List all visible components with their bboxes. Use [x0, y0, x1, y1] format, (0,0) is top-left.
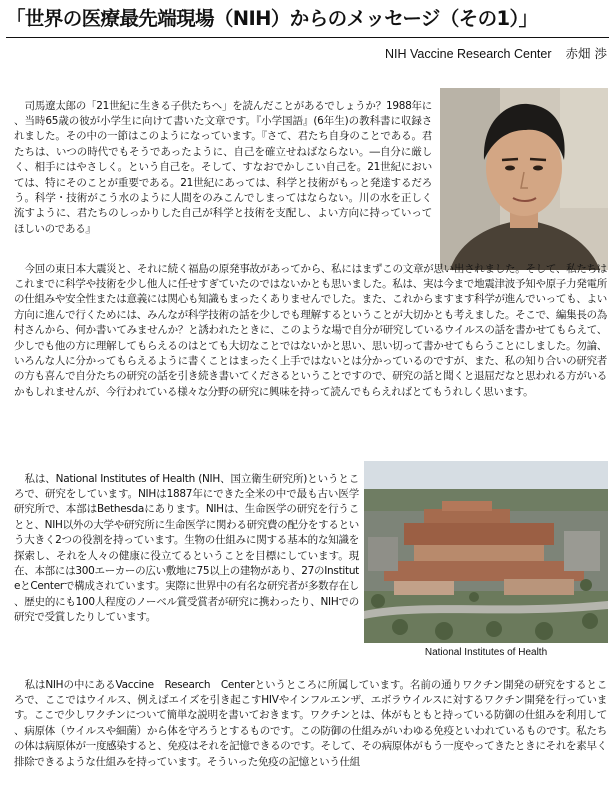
paragraph-about-nih: 私は、National Institutes of Health (NIH、国立衛生研究所)というところで、研究をしています。NIHは1887年にできた全米の中で最も古い医学研究所で、本部はBethesdaにあります。NIHは、生命医学の研究を行うことと、NIH以外の大学や研究所に生命医学に関わる研究費の配分をするという大きく2つの役割を持っています。生物の仕組みに関する基本的な知識を探索し、それを人々の健康に役立てるということを目標にしています。現在、本部には300エーカーの広い敷地に75以上の建物があり、27のInstituteとCenterで構成されています。実際に世界中の有名な研究者が多数存在し、歴史的にも100人程度のノーベル賞受賞者が研究に携わったり、NIHでの研究で受賞したりしています。 [14, 472, 359, 624]
paragraph-intro-quote: 司馬遼太郎の「21世紀に生きる子供たちへ」を読んだことがあるでしょうか？1988年に、当時65歳の彼が小学生に向けて書いた文章です。『小学国語』(6年生)の教科書に収録されました。その中の一節はこのようになっています。『さて、君たち自身のことである。君たちは、いつの時代でもそうであったように、自己を確立せねばならない。―自分に厳しく、相手にはやさしく。という自己を。そして、すなおでかしこい自己を。21世紀においては、特にそのことが重要である。21世紀にあっては、科学と技術がもっと発達するだろう。科学・技術がこう水のように人間をのみこんでしまってはならない。川の水を正しく流すように、君たちのしっかりした自己が科学と技術を支配し、よい方向に持っていってほしいのである』 [14, 99, 432, 235]
byline [385, 44, 607, 62]
page-title: 「世界の医療最先端現場（NIH）からのメッセージ（その1）」 [6, 7, 538, 30]
paragraph-motivation: 今回の東日本大震災と、それに続く福島の原発事故があってから、私にはまずこの文章が思い出されました。そして、私たちはこれまでに科学や技術を少し他人に任せすぎていたのではないかとも思いました。私は、実は今まで地震津波予知や原子力発電所の仕組みや安全性または意義には関心も知識もまったくありませんでした。また、これからますます科学が進んでいっても、よい方向に進んで行くためには、みんなが科学技術の話を少しでも理解するということが大切かとも考えました。そこで、編集長の為村さんから、何か書いてみませんか？と誘われたときに、このような場で自分が研究しているウイルスの話を書かせてもらえて、少しでも他の方に理解してもらえるのはとても大切なことではないかと思い、思い切って書かせてもらうことにしました。勿論、いろんな人に分かってもらえるように書くことはまったく上手ではないとは分かっているのですが、また、私の知り合いの研究者の方も喜んで自分たちの研究の話を引き続き書いてくださるということですので、研究の話と聞くと退屈だなと思われる方がいるかもしれませんが、今行われている様々な分野の研究に興味を持って読んでもらえればとてもうれしく思います。 [14, 262, 607, 398]
author-portrait [440, 88, 608, 270]
title-divider [6, 37, 609, 38]
byline-organization: NIH Vaccine Research Center [385, 47, 552, 61]
paragraph-vaccine-research: 私はNIHの中にあるVaccine Research Centerというところに所属しています。名前の通りワクチン開発の研究をするところで、ここではウイルス、例えばエイズを引き起こすHIVやインフルエンザ、エボラウイルスに対するワクチン開発を行っています。ここで少しワクチンについて簡単な説明を書いておきます。ワクチンとは、体がもともと持っている防御の仕組みを利用して、病原体（ウイルスや細菌）から体を守ろうとするものです。この防御の仕組みがいわゆる免疫といわれているものです。私たちの体は病原体が一度感染すると、免疫はそれを記憶できるのです。そして、その病原体がもう一度やってきたときにそれを素早く排除できるような仕組みを持っています。そういった免疫の記憶という仕組 [14, 678, 607, 768]
campus-illustration [364, 461, 608, 643]
nih-campus-aerial-photo [364, 461, 608, 643]
campus-photo-caption: National Institutes of Health [424, 647, 548, 658]
byline-author: 赤畑 渉 [565, 46, 607, 61]
portrait-illustration [440, 88, 608, 270]
